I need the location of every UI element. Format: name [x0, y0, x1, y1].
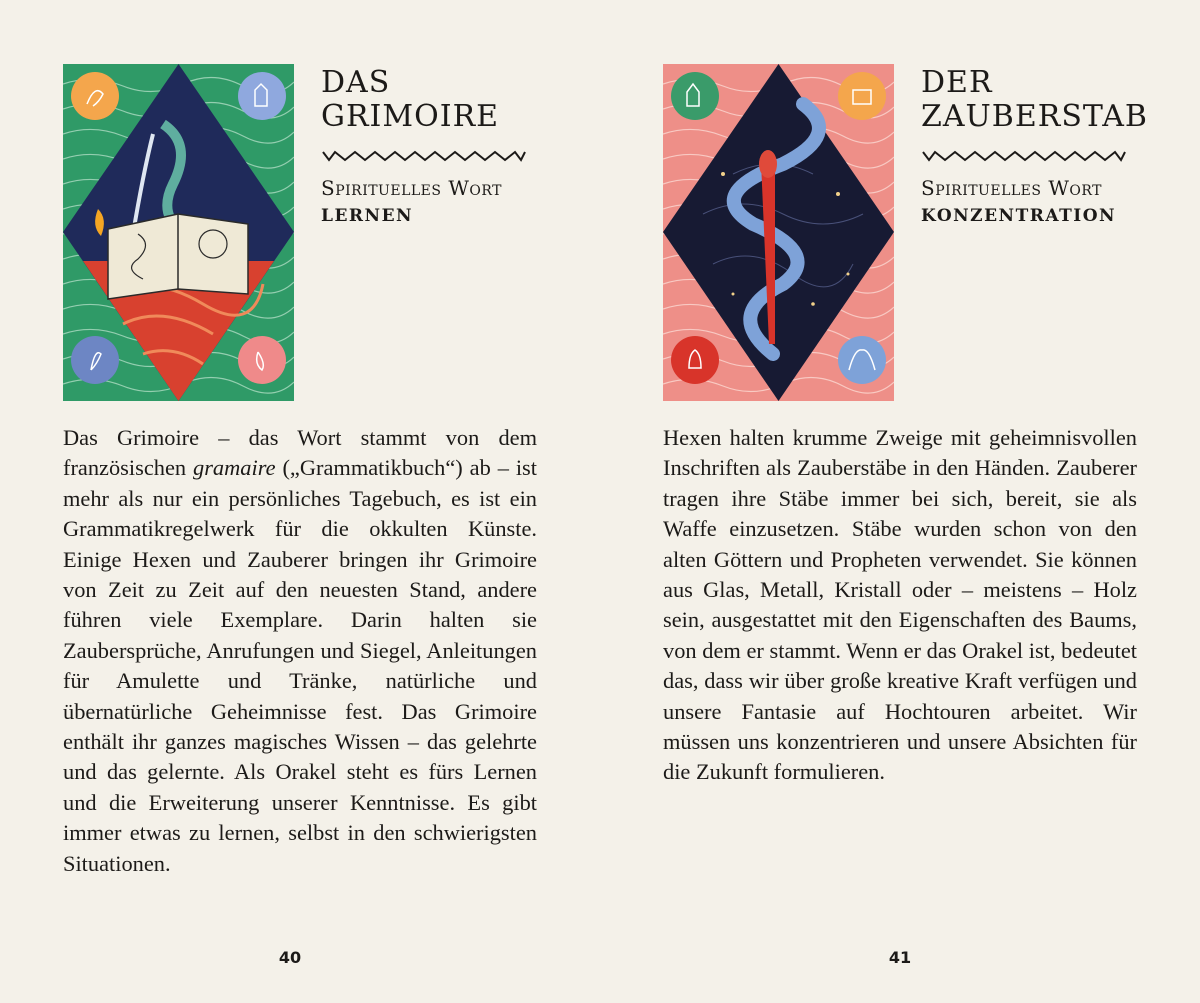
card-title — [921, 66, 1181, 134]
card-heading — [921, 66, 1181, 226]
card-subtitle: Spirituelles Wort — [321, 176, 503, 200]
zauberstab-card-illustration — [663, 64, 894, 401]
card-keyword: KONZENTRATION — [921, 206, 1117, 226]
title-line-1: DAS — [321, 65, 391, 100]
title-line-1: DER — [921, 65, 993, 100]
page-number: 41 — [888, 948, 912, 967]
body-paragraph: Das Grimoire – das Wort stammt von dem französischen gramaire („Grammatikbuch“) ab – ist mehr als nur ein persönliches Tagebuch, es ist ein Grammatikregelwerk für die okkulten Künste. Einige Hexen und Zauberer bringen ihr Grimoire von Zeit zu Zeit auf den neuesten Stand, andere führen viele Exemplare. Darin halten sie Zaubersprüche, Anrufungen und Siegel, Anleitungen für Amulette und Tränke, natürliche und übernatürliche Geheimnisse fest. Das Grimoire enthält ihr ganzes magisches Wissen – das gelehrte und das gelernte. Als Orakel steht es fürs Lernen und die Erweiterung unserer Kenntnisse. Es gibt immer etwas zu lernen, selbst in den schwierigsten Situationen. — [63, 425, 537, 876]
card-heading — [321, 66, 581, 226]
body-paragraph: Hexen halten krumme Zweige mit geheimnisvollen Inschriften als Zauberstäbe in den Händen. Zauberer tragen ihre Stäbe immer bei sich, bereit, sie als Waffe einzusetzen. Stäbe wurden schon von den alten Göttern und Propheten verwendet. Sie können aus Glas, Metall, Kristall oder – meistens – Holz sein, ausgestattet mit den Eigenschaften des Baums, von dem er stammt. Wenn er das Orakel ist, bedeutet das, dass wir über große kreative Kraft verfügen und unsere Fantasie auf Hochtouren arbeitet. Wir müssen uns konzentrieren und unsere Absichten für die Zukunft formulieren. — [663, 425, 1137, 785]
card-title — [321, 66, 581, 134]
italic-term: gramaire — [193, 455, 276, 481]
title-line-2: ZAUBERSTAB — [921, 99, 1148, 134]
title-line-2: GRIMOIRE — [321, 99, 500, 134]
card-keyword: LERNEN — [321, 206, 414, 226]
page-number: 40 — [278, 948, 302, 967]
grimoire-card-illustration — [63, 64, 294, 401]
zigzag-ornament-icon — [321, 150, 526, 162]
zigzag-ornament-icon — [921, 150, 1126, 162]
right-page — [600, 0, 1200, 1003]
card-subtitle: Spirituelles Wort — [921, 176, 1103, 200]
